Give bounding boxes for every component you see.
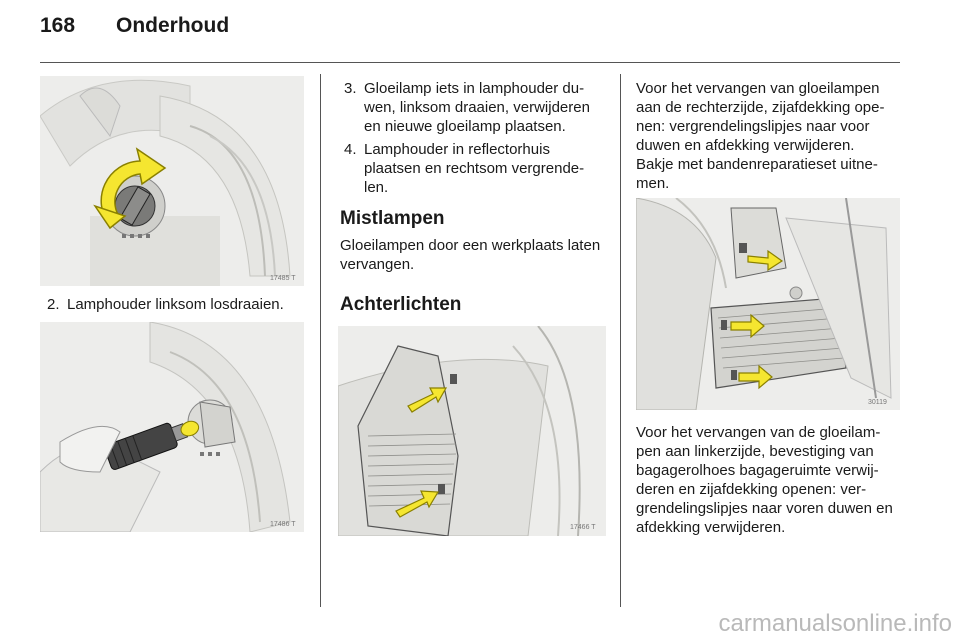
lamp-holder-rotate-illustration [40,76,304,286]
figure-bulb-replace [40,322,304,532]
bulb-replace-illustration [40,322,304,532]
column-divider-2 [620,74,621,607]
page-title: Onderhoud [116,14,230,37]
trunk-cover-illustration [636,198,900,410]
step-4-number: 4. [344,141,357,158]
step-3-text: Gloeilamp iets in lamphouder duwen, linksom draaien, verwijderen en nieuwe gloeilamp plaatsen. [364,80,590,135]
figure-code-4: 30119 [868,399,887,406]
watermark: carmanualsonline.info [718,610,952,637]
repair-kit-instruction: Bakje met bandenreparatieset uitnemen. [636,156,878,192]
right-side-instructions: Voor het vervangen van gloeilampen aan de rechterzijde, zijafdekking openen: vergrendelingslipjes naar voor duwen en afdekking verwijderen. [636,80,885,154]
heading-achterlichten: Achterlichten [340,294,462,315]
figure-trunk-cover [636,198,900,410]
figure-side-cover [338,326,606,536]
figure-lamp-holder-rotate [40,76,304,286]
figure-code-3: 17466 T [570,524,596,531]
step-4-text: Lamphouder in reflectorhuis plaatsen en rechtsom vergrendelen. [364,141,585,196]
heading-mistlampen: Mistlampen [340,208,445,229]
figure-code-1: 17485 T [270,275,296,282]
fog-lamp-text: Gloeilampen door een werkplaats laten vervangen. [340,237,601,273]
page-number: 168 [40,14,76,37]
step-2-number: 2. [47,296,60,313]
header-rule [40,62,900,63]
figure-code-2: 17486 T [270,521,296,528]
left-side-instructions: Voor het vervangen van de gloeilampen aan linkerzijde, bevestiging van bagagerolhoes bagageruimte verwijderen en zijafdekking openen: vergrendelingslipjes naar voren duwen en afdekking verwijderen. [636,424,893,536]
column-divider-1 [320,74,321,607]
side-cover-illustration [338,326,606,536]
step-2-text: Lamphouder linksom losdraaien. [67,296,284,313]
step-3-number: 3. [344,80,357,97]
